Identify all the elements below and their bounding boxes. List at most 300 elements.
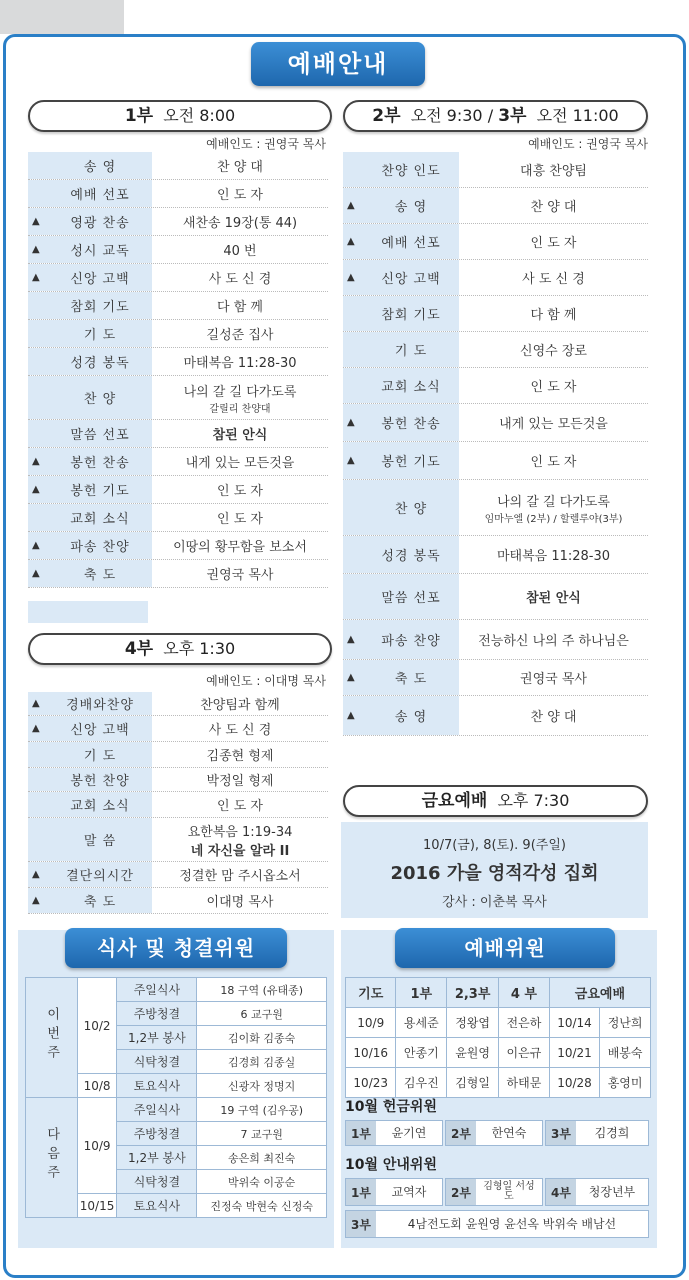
order-value: 권영국 목사 <box>206 568 274 583</box>
order-value-cell <box>152 292 328 319</box>
order-row <box>343 696 648 736</box>
bullet-triangle-icon: ▲ <box>32 244 40 255</box>
order-label: 파송 찬양 <box>70 540 130 555</box>
order-label-cell <box>28 716 152 741</box>
order-label: 송 영 <box>394 200 428 215</box>
order-label: 교회 소식 <box>70 799 130 814</box>
order-value-cell <box>152 504 328 531</box>
order-label-cell <box>28 292 152 319</box>
assignee-cell: 진정숙 박현숙 신정숙 <box>197 1194 327 1218</box>
order-value: 다 함 께 <box>530 308 577 323</box>
order-value-cell <box>459 152 648 187</box>
order-value: 전능하신 나의 주 하나님은 <box>478 634 629 649</box>
order-value: 나의 갈 길 다가도록 <box>497 494 610 510</box>
order-value-cell <box>459 332 648 367</box>
order-label: 예배 선포 <box>381 236 441 251</box>
order-value-cell <box>152 742 328 767</box>
cell: 용세준 <box>396 1008 447 1038</box>
friday-header <box>343 785 648 817</box>
order-row <box>343 296 648 332</box>
order-row <box>343 536 648 574</box>
order-label: 봉헌 찬송 <box>70 456 130 471</box>
cell: 하태문 <box>499 1068 550 1098</box>
service-1-order <box>28 152 328 588</box>
usher-item <box>445 1178 543 1206</box>
order-row <box>28 264 328 292</box>
friday-name: 금요예배 <box>421 791 488 811</box>
order-label: 결단의시간 <box>66 869 134 884</box>
order-value-cell <box>152 152 328 179</box>
order-row <box>28 768 328 792</box>
order-row <box>28 376 328 420</box>
order-value-cell <box>152 180 328 207</box>
order-label-cell <box>343 574 459 619</box>
order-label: 봉헌 기도 <box>381 455 441 470</box>
order-row <box>28 180 328 208</box>
order-label: 교회 소식 <box>381 380 441 395</box>
order-label: 송 영 <box>83 160 117 175</box>
cell: 김우진 <box>396 1068 447 1098</box>
bullet-triangle-icon: ▲ <box>32 568 40 579</box>
order-value-cell <box>459 480 648 535</box>
order-value-cell <box>152 420 328 447</box>
service-4-leader: 예배인도 : 이대명 목사 <box>206 674 326 688</box>
task-cell: 1,2부 봉사 <box>117 1146 197 1170</box>
order-value-cell <box>152 532 328 559</box>
order-label-cell <box>343 696 459 735</box>
order-label-cell <box>28 504 152 531</box>
order-row <box>28 292 328 320</box>
task-cell: 토요식사 <box>117 1074 197 1098</box>
order-value: 사 도 신 경 <box>522 272 585 287</box>
service-4-order <box>28 692 328 914</box>
this-week-label: 이번주 <box>44 1006 60 1064</box>
order-label: 신앙 고백 <box>70 723 130 738</box>
header-cell: 1부 <box>396 978 447 1008</box>
order-label: 경배와찬양 <box>66 698 134 713</box>
order-label-cell <box>343 404 459 441</box>
order-row <box>28 792 328 818</box>
order-row <box>343 620 648 660</box>
order-label-cell <box>28 420 152 447</box>
task-cell: 식탁청결 <box>117 1170 197 1194</box>
offering-part: 3부 <box>546 1121 576 1145</box>
order-value: 이대명 목사 <box>206 895 274 910</box>
service-2-time: 오전 9:30 / <box>410 106 494 125</box>
date-cell: 10/2 <box>77 978 117 1074</box>
service-1-time: 오전 8:00 <box>163 106 236 125</box>
order-row <box>343 332 648 368</box>
order-label: 기 도 <box>83 328 117 343</box>
service-23-order <box>343 152 648 736</box>
order-row <box>343 224 648 260</box>
header-cell: 4 부 <box>499 978 550 1008</box>
order-label: 봉헌 찬송 <box>381 417 441 432</box>
order-value: 사 도 신 경 <box>208 723 272 738</box>
order-label-cell <box>343 332 459 367</box>
next-week-cell <box>26 1098 78 1218</box>
assignee-cell: 7 교구원 <box>197 1122 327 1146</box>
service-3-name: 3부 <box>498 106 527 126</box>
bullet-triangle-icon: ▲ <box>347 634 355 645</box>
task-cell: 주방청결 <box>117 1122 197 1146</box>
offering-name: 한연숙 <box>491 1125 527 1140</box>
order-value: 마태복음 11:28-30 <box>183 356 297 371</box>
usher-item <box>345 1178 443 1206</box>
order-row <box>28 236 328 264</box>
order-value-cell <box>459 660 648 695</box>
order-value: 길성준 집사 <box>206 328 274 343</box>
order-value: 다 함 께 <box>217 300 263 315</box>
order-label: 말 씀 <box>83 834 117 849</box>
order-value: 김종현 형제 <box>206 749 274 764</box>
order-row <box>28 862 328 888</box>
bullet-triangle-icon: ▲ <box>32 869 40 880</box>
next-week-label: 다음주 <box>44 1126 60 1184</box>
order-label-cell <box>28 152 152 179</box>
order-label-cell <box>343 152 459 187</box>
usher-part: 2부 <box>446 1179 476 1205</box>
order-label: 봉헌 찬양 <box>70 774 130 789</box>
order-label-cell <box>28 264 152 291</box>
order-label-cell <box>28 692 152 715</box>
service-1-filler <box>28 601 148 623</box>
order-label-cell <box>343 260 459 295</box>
service-1-leader: 예배인도 : 권영국 목사 <box>206 137 326 151</box>
order-value: 나의 갈 길 다가도록 <box>183 384 297 400</box>
order-label-cell <box>28 208 152 235</box>
order-value: 참된 안식 <box>212 428 268 443</box>
assignee-cell: 신광자 정명지 <box>197 1074 327 1098</box>
order-label-cell <box>343 368 459 403</box>
cell: 10/28 <box>549 1068 599 1098</box>
service-23-header <box>343 100 648 132</box>
order-label: 기 도 <box>394 344 428 359</box>
order-value-cell <box>152 348 328 375</box>
order-value-cell <box>152 716 328 741</box>
order-value-cell <box>459 442 648 479</box>
bullet-triangle-icon: ▲ <box>32 456 40 467</box>
order-subvalue: 갈릴리 찬양대 <box>209 403 271 415</box>
order-value: 정결한 맘 주시옵소서 <box>179 869 301 884</box>
header-cell: 기도 <box>346 978 396 1008</box>
order-value-cell <box>152 692 328 715</box>
assignee-cell: 19 구역 (김우공) <box>197 1098 327 1122</box>
offering-name: 윤기연 <box>391 1125 427 1140</box>
service-1-header <box>28 100 332 132</box>
service-4-header <box>28 633 332 665</box>
bullet-triangle-icon: ▲ <box>32 272 40 283</box>
order-row <box>28 692 328 716</box>
assignee-cell: 김경희 김종실 <box>197 1050 327 1074</box>
order-label: 송 영 <box>394 710 428 725</box>
cell: 10/14 <box>549 1008 599 1038</box>
bullet-triangle-icon: ▲ <box>32 723 40 734</box>
task-cell: 주일식사 <box>117 1098 197 1122</box>
order-label-cell <box>28 888 152 913</box>
bullet-triangle-icon: ▲ <box>32 895 40 906</box>
order-value: 내게 있는 모든것을 <box>185 456 295 471</box>
offering-part: 2부 <box>446 1121 476 1145</box>
order-value-cell <box>152 448 328 475</box>
order-row <box>28 560 328 588</box>
service-3-time: 오전 11:00 <box>536 106 619 125</box>
order-value-cell <box>152 264 328 291</box>
order-label-cell <box>28 792 152 817</box>
bullet-triangle-icon: ▲ <box>347 236 355 247</box>
order-value-cell <box>459 260 648 295</box>
assignee-cell: 김이화 김종숙 <box>197 1026 327 1050</box>
order-row <box>28 888 328 914</box>
cell: 김형일 <box>447 1068 499 1098</box>
order-label: 파송 찬양 <box>381 634 441 649</box>
assignee-cell: 박위숙 이공순 <box>197 1170 327 1194</box>
order-label: 참회 기도 <box>381 308 441 323</box>
order-label: 신앙 고백 <box>381 272 441 287</box>
order-value: 신영수 장로 <box>520 344 587 359</box>
meal-table <box>25 977 327 1218</box>
usher-title: 10월 안내위원 <box>345 1157 437 1173</box>
order-value-cell <box>152 376 328 419</box>
order-row <box>343 188 648 224</box>
order-label: 봉헌 기도 <box>70 484 130 499</box>
order-row <box>343 404 648 442</box>
order-label: 축 도 <box>83 568 117 583</box>
table-row <box>346 1008 651 1038</box>
date-cell: 10/8 <box>77 1074 117 1098</box>
offering-name: 김경희 <box>594 1125 630 1140</box>
order-value: 인 도 자 <box>530 236 577 251</box>
order-label: 축 도 <box>394 672 428 687</box>
order-value: 40 번 <box>223 244 257 259</box>
order-value-cell <box>152 818 328 861</box>
cell: 정난희 <box>600 1008 651 1038</box>
order-label-cell <box>28 768 152 791</box>
date-cell: 10/9 <box>77 1098 117 1194</box>
order-row <box>343 574 648 620</box>
order-label: 예배 선포 <box>70 188 130 203</box>
order-value: 인 도 자 <box>217 484 263 499</box>
meal-title: 식사 및 청결위원 <box>65 928 287 968</box>
usher-item <box>345 1210 649 1238</box>
friday-time: 오후 7:30 <box>497 791 570 810</box>
assignee-cell: 6 교구원 <box>197 1002 327 1026</box>
order-label: 말씀 선포 <box>70 428 130 443</box>
order-label: 말씀 선포 <box>381 591 441 606</box>
page-title: 예배안내 <box>251 42 425 86</box>
order-value-cell <box>459 224 648 259</box>
worship-table <box>345 977 651 1098</box>
order-label-cell <box>28 348 152 375</box>
cell: 정왕엽 <box>447 1008 499 1038</box>
order-value: 찬 양 대 <box>530 710 577 725</box>
order-label-cell <box>343 620 459 659</box>
task-cell: 주일식사 <box>117 978 197 1002</box>
order-label-cell <box>28 742 152 767</box>
table-row <box>26 1098 327 1122</box>
order-label: 성경 봉독 <box>381 549 441 564</box>
order-value-cell <box>459 696 648 735</box>
order-value: 박정일 형제 <box>206 774 274 789</box>
order-subvalue: 임마누엘 (2부) / 할렐루야(3부) <box>484 513 623 525</box>
order-value-cell <box>152 792 328 817</box>
order-row <box>28 716 328 742</box>
order-value-cell <box>459 536 648 573</box>
order-value: 인 도 자 <box>530 380 577 395</box>
bullet-triangle-icon: ▲ <box>32 484 40 495</box>
cell: 전은하 <box>499 1008 550 1038</box>
order-label: 축 도 <box>83 895 117 910</box>
bullet-triangle-icon: ▲ <box>347 710 355 721</box>
order-value-cell <box>459 188 648 223</box>
table-row <box>346 1068 651 1098</box>
order-label-cell <box>343 224 459 259</box>
order-label-cell <box>28 448 152 475</box>
order-value-cell <box>459 296 648 331</box>
order-value: 찬 양 대 <box>217 160 263 175</box>
order-value-cell <box>459 574 648 619</box>
order-value-cell <box>152 476 328 503</box>
order-row <box>343 152 648 188</box>
order-value: 이땅의 황무함을 보소서 <box>173 540 307 555</box>
order-value-cell <box>152 888 328 913</box>
order-label-cell <box>28 818 152 861</box>
order-label-cell <box>28 862 152 887</box>
this-week-cell <box>26 978 78 1098</box>
offering-item <box>545 1120 649 1146</box>
cell: 윤원영 <box>447 1038 499 1068</box>
bullet-triangle-icon: ▲ <box>347 272 355 283</box>
order-label: 찬양 인도 <box>381 164 441 179</box>
order-label-cell <box>28 180 152 207</box>
bullet-triangle-icon: ▲ <box>347 455 355 466</box>
order-value: 요한복음 1:19-34 <box>187 824 293 840</box>
order-label: 성경 봉독 <box>70 356 130 371</box>
order-value-cell <box>152 320 328 347</box>
order-label-cell <box>343 442 459 479</box>
header-cell: 금요예배 <box>549 978 650 1008</box>
order-label-cell <box>343 296 459 331</box>
order-label-cell <box>28 560 152 587</box>
bullet-triangle-icon: ▲ <box>32 540 40 551</box>
order-label: 영광 찬송 <box>70 216 130 231</box>
order-label: 찬 양 <box>83 392 117 407</box>
cell: 이은규 <box>499 1038 550 1068</box>
order-label-cell <box>343 536 459 573</box>
order-row <box>28 532 328 560</box>
cell: 10/16 <box>346 1038 396 1068</box>
bullet-triangle-icon: ▲ <box>32 698 40 709</box>
worship-title: 예배위원 <box>395 928 615 968</box>
usher-part: 1부 <box>346 1179 376 1205</box>
order-row <box>343 480 648 536</box>
order-label-cell <box>28 476 152 503</box>
order-value: 사 도 신 경 <box>208 272 272 287</box>
service-4-time: 오후 1:30 <box>163 639 236 658</box>
usher-item <box>545 1178 649 1206</box>
order-row <box>28 476 328 504</box>
order-row <box>343 442 648 480</box>
friday-box <box>341 822 648 918</box>
order-value: 찬 양 대 <box>530 200 577 215</box>
order-value: 대흥 찬양팀 <box>520 164 587 179</box>
order-value-cell <box>152 560 328 587</box>
order-row <box>28 742 328 768</box>
usher-name: 김형일 서성도 <box>483 1180 535 1202</box>
order-value-cell <box>152 768 328 791</box>
date-cell: 10/15 <box>77 1194 117 1218</box>
order-label: 신앙 고백 <box>70 272 130 287</box>
order-label-cell <box>28 320 152 347</box>
order-label: 성시 교독 <box>70 244 130 259</box>
order-row <box>28 152 328 180</box>
order-value-cell <box>459 620 648 659</box>
order-label-cell <box>28 236 152 263</box>
order-row <box>28 504 328 532</box>
usher-name: 청장년부 <box>588 1184 636 1199</box>
offering-title: 10월 헌금위원 <box>345 1099 437 1115</box>
order-value-cell <box>459 368 648 403</box>
task-cell: 토요식사 <box>117 1194 197 1218</box>
cell: 홍영미 <box>600 1068 651 1098</box>
order-value-cell <box>152 236 328 263</box>
order-value: 찬양팀과 함께 <box>200 698 280 713</box>
cell: 10/23 <box>346 1068 396 1098</box>
bullet-triangle-icon: ▲ <box>32 216 40 227</box>
order-label: 기 도 <box>83 749 117 764</box>
cell: 10/9 <box>346 1008 396 1038</box>
offering-item <box>445 1120 543 1146</box>
service-2-name: 2부 <box>372 106 401 126</box>
order-value: 인 도 자 <box>217 799 263 814</box>
order-value: 새찬송 19장(통 44) <box>182 216 298 231</box>
order-label-cell <box>343 660 459 695</box>
assignee-cell: 18 구역 (유태종) <box>197 978 327 1002</box>
friday-speaker: 강사 : 이춘복 목사 <box>442 895 547 910</box>
order-value: 내게 있는 모든것을 <box>499 417 608 432</box>
offering-item <box>345 1120 443 1146</box>
friday-dates: 10/7(금), 8(토). 9(주일) <box>423 838 566 853</box>
order-label-cell <box>28 376 152 419</box>
order-value-cell <box>152 208 328 235</box>
top-left-gray-stripe <box>0 0 124 34</box>
service-4-name: 4부 <box>124 639 154 659</box>
offering-part: 1부 <box>346 1121 376 1145</box>
friday-event-title: 2016 가을 영적각성 집회 <box>390 863 599 884</box>
order-label: 교회 소식 <box>70 512 130 527</box>
assignee-cell: 송은희 최진숙 <box>197 1146 327 1170</box>
order-row <box>343 260 648 296</box>
order-label-cell <box>28 532 152 559</box>
usher-part: 3부 <box>346 1211 376 1237</box>
table-row <box>26 978 327 1002</box>
order-value: 참된 안식 <box>526 591 581 606</box>
task-cell: 1,2부 봉사 <box>117 1026 197 1050</box>
cell: 배봉숙 <box>600 1038 651 1068</box>
usher-name: 교역자 <box>391 1184 427 1199</box>
order-label-cell <box>343 480 459 535</box>
order-value-cell <box>459 404 648 441</box>
usher-name: 4남전도회 윤원영 윤선옥 박위숙 배남선 <box>407 1216 617 1231</box>
bullet-triangle-icon: ▲ <box>347 672 355 683</box>
order-value-cell <box>152 862 328 887</box>
usher-part: 4부 <box>546 1179 576 1205</box>
order-row <box>343 368 648 404</box>
cell: 10/21 <box>549 1038 599 1068</box>
order-value: 인 도 자 <box>217 512 263 527</box>
table-row <box>346 1038 651 1068</box>
order-label-cell <box>343 188 459 223</box>
